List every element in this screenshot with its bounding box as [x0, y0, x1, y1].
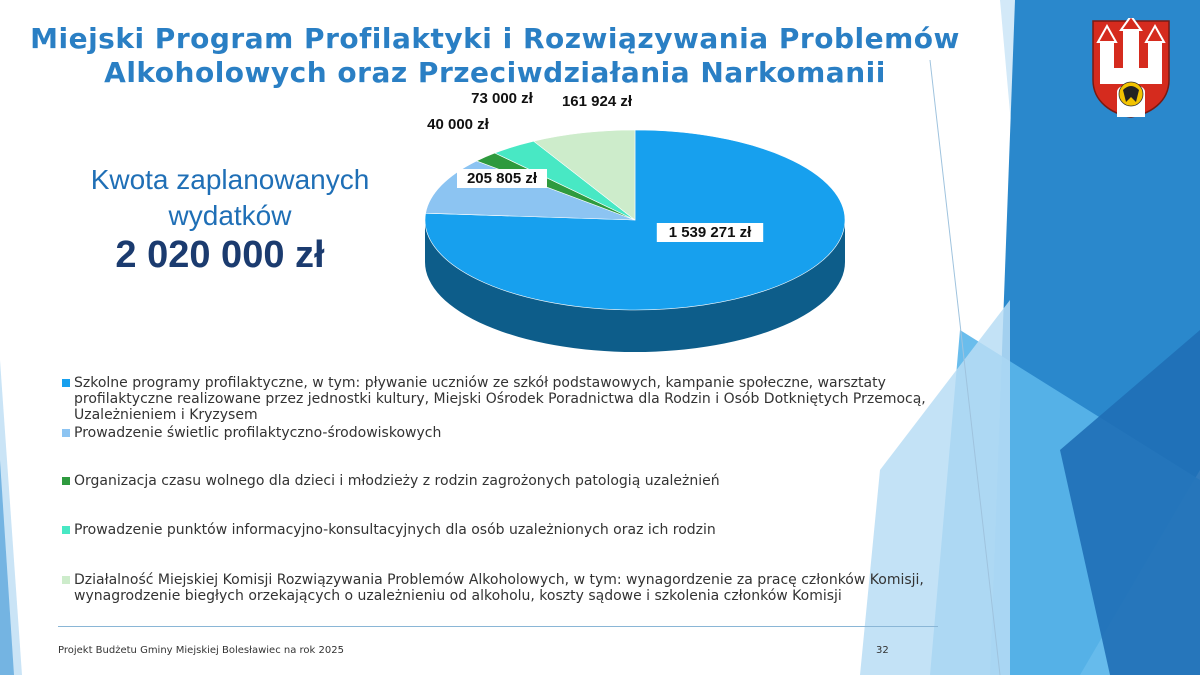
crest-tower-right	[1148, 42, 1162, 76]
legend-swatch-3	[62, 526, 70, 534]
legend-item-1	[62, 425, 942, 441]
crest-tower-center	[1123, 30, 1139, 70]
planned-expenses-line-1: Kwota zaplanowanych	[90, 164, 370, 195]
legend-item-2	[62, 473, 942, 489]
pie-data-label-2: 40 000 zł	[427, 116, 489, 133]
deco-shape-left-pale	[0, 360, 22, 675]
page-number: 32	[876, 645, 889, 656]
footer-divider	[58, 626, 938, 627]
legend-swatch-4	[62, 576, 70, 584]
pie-data-label-3: 73 000 zł	[471, 90, 533, 107]
legend-label-0: Szkolne programy profilaktyczne, w tym: pływanie uczniów ze szkół podstawowych, kampanie społeczne, warsztaty profilaktyczne realizowane przez jednostki kultury, Miejski Ośrodek Poradnictwa dla Rodzin i Osób Dotkniętych Przemocą, Uzależnieniem i Kryzysem	[74, 375, 926, 423]
legend-label-3: Prowadzenie punktów informacyjno-konsultacyjnych dla osób uzależnionych oraz ich rodzin	[74, 522, 716, 538]
pie-chart	[410, 85, 880, 385]
legend-swatch-2	[62, 477, 70, 485]
coat-of-arms-icon	[1090, 18, 1172, 118]
slide-title	[30, 22, 960, 90]
planned-expenses-label	[40, 162, 420, 234]
legend-swatch-1	[62, 429, 70, 437]
legend-item-3	[62, 522, 942, 538]
legend-swatch-0	[62, 379, 70, 387]
legend-item-0	[62, 375, 942, 423]
title-line-2: Alkoholowych oraz Przeciwdziałania Narkomanii	[104, 56, 886, 89]
pie-data-label-4: 161 924 zł	[561, 93, 633, 110]
legend-label-4: Działalność Miejskiej Komisji Rozwiązywania Problemów Alkoholowych, w tym: wynagordzenie za pracę członków Komisji, wynagrodzenie biegłych orzekających o uzależnieniu od alkoholu, koszty sądowe i szkolenia członków Komisji	[74, 572, 924, 604]
legend-label-1: Prowadzenie świetlic profilaktyczno-środowiskowych	[74, 425, 442, 441]
legend-item-4	[62, 572, 942, 604]
planned-expenses-amount: 2 020 000 zł	[115, 234, 325, 276]
pie-data-label-0: 1 539 271 zł	[668, 224, 752, 241]
pie-data-label-1: 205 805 zł	[466, 170, 538, 187]
planned-expenses-line-2: wydatków	[168, 200, 292, 231]
title-line-1: Miejski Program Profilaktyki i Rozwiązywania Problemów	[30, 22, 960, 55]
legend-label-2: Organizacja czasu wolnego dla dzieci i młodzieży z rodzin zagrożonych patologią uzależnień	[74, 473, 720, 489]
footer-text: Projekt Budżetu Gminy Miejskiej Bolesławiec na rok 2025	[58, 645, 344, 656]
crest-tower-left	[1100, 42, 1114, 76]
